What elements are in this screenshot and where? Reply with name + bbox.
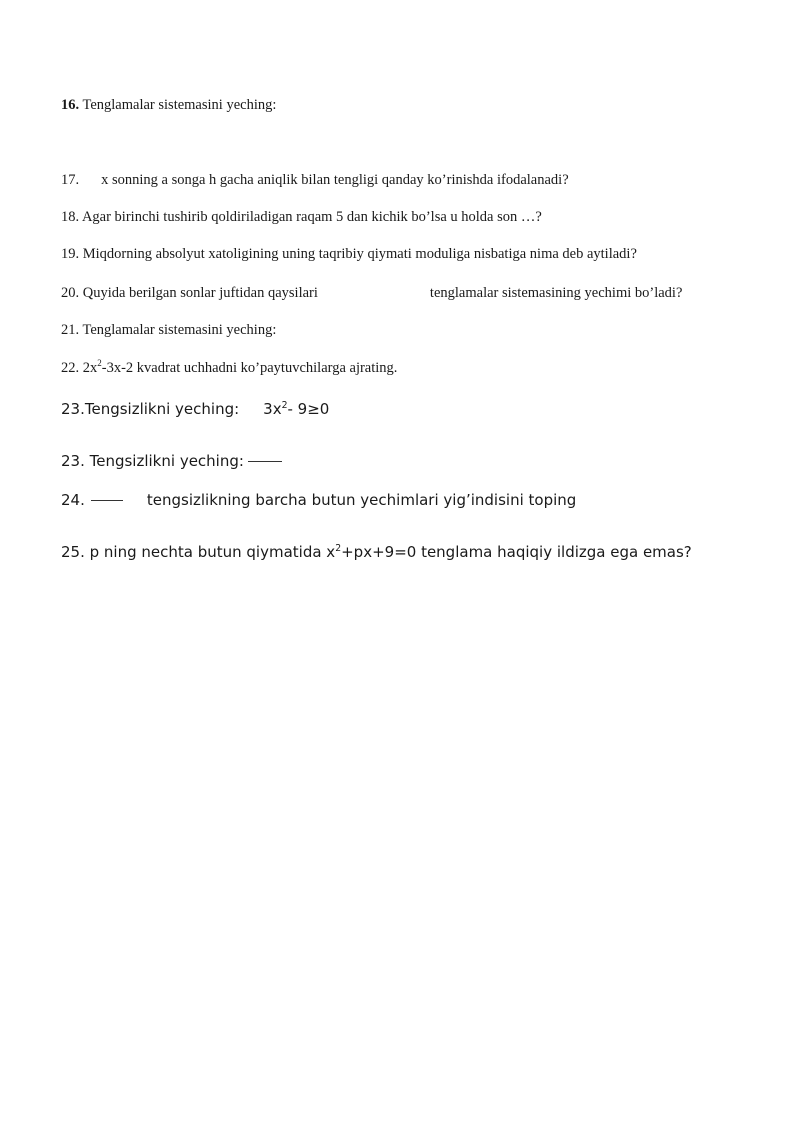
question-23a-label: 23.Tengsizlikni yeching: [61,400,240,418]
question-23a [61,399,329,419]
question-25-text-post: +px+9=0 tenglama haqiqiy ildizga ega emas? [341,543,692,561]
question-19 [61,245,637,263]
question-24-number: 24. [61,491,85,509]
question-18 [61,208,542,226]
question-22-text-post: -3x-2 kvadrat uchhadni ko’paytuvchilarga ajrating. [101,360,398,376]
question-24-text: tengsizlikning barcha butun yechimlari yig’indisini toping [146,491,577,509]
question-20-text-end: tenglamalar sistemasining yechimi bo’ladi? [429,285,683,301]
question-22-exponent: 2 [97,358,102,369]
question-19-text: 19. Miqdorning absolyut xatoligining uning taqribiy qiymati moduliga nisbatiga nima deb aytiladi? [61,246,637,262]
question-16-number: 16. [61,97,80,113]
question-23a-exponent: 2 [281,400,288,411]
question-23a-expr-post: - 9≥0 [287,400,330,418]
question-25 [61,542,692,562]
question-24 [61,490,576,510]
question-25-text-pre: 25. p ning nechta butun qiymatida x [61,543,336,561]
question-17 [61,171,569,189]
fraction-bar [248,461,282,462]
question-23b-label: 23. Tengsizlikni yeching: [61,452,244,470]
fraction-bar [91,500,123,501]
question-17-number: 17. [61,172,80,188]
question-18-text: 18. Agar birinchi tushirib qoldiriladigan raqam 5 dan kichik bo’lsa u holda son …? [61,209,542,225]
question-16-text: Tenglamalar sistemasini yeching: [82,97,277,113]
question-22-text-pre: 22. 2x [61,360,98,376]
question-17-text: x sonning a songa h gacha aniqlik bilan tengligi qanday ko’rinishda ifodalanadi? [101,172,569,188]
question-22 [61,359,397,377]
question-23a-expr-pre: 3x [263,400,282,418]
question-21-text: 21. Tenglamalar sistemasini yeching: [61,322,277,338]
question-21 [61,321,276,339]
question-20 [61,284,682,302]
question-20-text-start: 20. Quyida berilgan sonlar juftidan qaysilari [61,285,318,301]
question-23b [61,451,282,471]
question-25-exponent: 2 [335,543,342,554]
question-16 [61,96,276,114]
